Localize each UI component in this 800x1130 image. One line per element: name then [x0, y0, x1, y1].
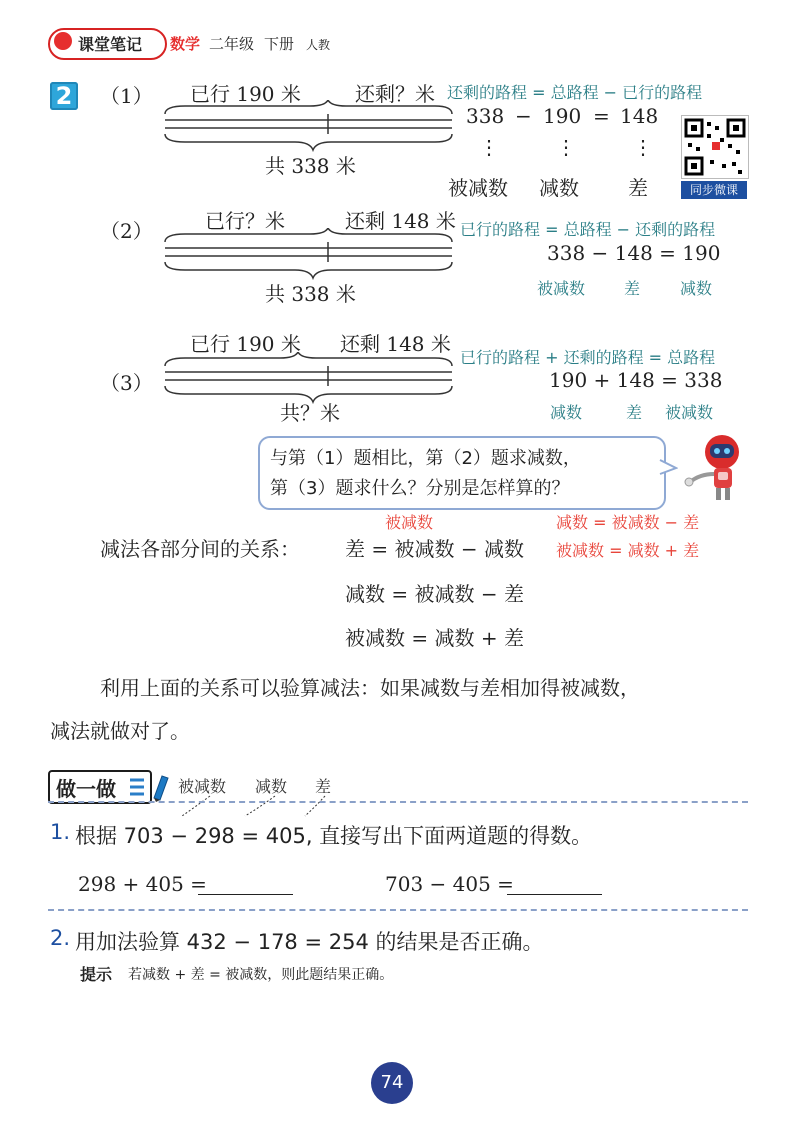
- q1-text: 根据 703 − 298 = 405, 直接写出下面两道题的得数。: [75, 824, 593, 848]
- check-text-line-2: 减法就做对了。: [50, 719, 190, 743]
- part2-label: （2）: [100, 219, 153, 243]
- relations-intro: 减法各部分间的关系：: [100, 537, 300, 561]
- part3-name-difference: 差: [626, 403, 643, 422]
- divider-1: [48, 801, 748, 803]
- book-title: 课堂笔记: [78, 35, 143, 54]
- qr-code-icon[interactable]: [681, 115, 749, 179]
- relation-difference: 差 = 被减数 − 减数: [345, 537, 524, 561]
- part1-eq-minuend: 338: [466, 104, 505, 128]
- part2-top-right: 还剩 148 米: [345, 209, 456, 233]
- part3-equation: 190 + 148 = 338: [549, 368, 723, 392]
- grade-label: 二年级: [209, 35, 255, 53]
- part2-top-left: 已行？米: [205, 209, 285, 233]
- part1-top-right: 还剩？米: [355, 82, 435, 106]
- part1-eq-difference: 148: [620, 104, 659, 128]
- check-text-line-1: 利用上面的关系可以验算减法：如果减数与差相加得被减数，: [100, 676, 640, 700]
- q2-text: 用加法验算 432 − 178 = 254 的结果是否正确。: [75, 930, 544, 954]
- q1-a-answer-blank[interactable]: [198, 876, 293, 895]
- part3-label: （3）: [100, 371, 153, 395]
- qr-label: 同步微课: [681, 181, 747, 199]
- part3-bottom: 共？米: [280, 401, 340, 425]
- part1-eq-equals: =: [593, 104, 610, 128]
- part1-name-difference: 差: [628, 176, 648, 200]
- part1-name-minuend: 被减数: [448, 176, 508, 200]
- q1-number: 1.: [50, 820, 71, 844]
- practice-note-difference: 差: [315, 777, 332, 796]
- practice-title: 做一做: [56, 777, 116, 801]
- relation-minuend: 被减数 = 减数 + 差: [345, 626, 524, 650]
- pencil-icon: [128, 772, 178, 802]
- part1-dots-2: ⋮: [556, 135, 576, 159]
- divider-2: [48, 909, 748, 911]
- bubble-line-2: 第（3）题求什么？分别是怎样算的？: [270, 478, 570, 499]
- part1-label: （1）: [100, 84, 153, 108]
- smiley-icon: [54, 32, 72, 50]
- practice-note-arrows: [180, 792, 340, 822]
- robot-mascot-icon: [680, 430, 750, 505]
- part1-dots-3: ⋮: [633, 135, 653, 159]
- volume-label: 下册: [264, 35, 295, 53]
- bubble-line-1: 与第（1）题相比，第（2）题求减数，: [270, 448, 581, 469]
- part3-note: 已行的路程 + 还剩的路程 = 总路程: [460, 348, 716, 367]
- publisher-label: 人教: [306, 38, 331, 52]
- hint-text: 若减数 + 差 = 被减数，则此题结果正确。: [128, 967, 394, 983]
- red-note-formula-1: 减数 = 被减数 − 差: [556, 513, 700, 532]
- page-number: 74: [371, 1062, 413, 1104]
- relation-subtrahend: 减数 = 被减数 − 差: [345, 582, 524, 606]
- part3-top-left: 已行 190 米: [190, 332, 301, 356]
- practice-note-subtrahend: 减数: [255, 777, 288, 796]
- red-note-minuend: 被减数: [385, 513, 434, 532]
- part1-bottom: 共 338 米: [265, 154, 356, 178]
- part3-name-subtrahend: 减数: [550, 403, 583, 422]
- part3-top-right: 还剩 148 米: [340, 332, 451, 356]
- part3-name-minuend: 被减数: [665, 403, 714, 422]
- part2-equation: 338 − 148 = 190: [547, 241, 721, 265]
- subject-label: 数学: [170, 35, 201, 53]
- part2-name-difference: 差: [624, 279, 641, 298]
- part1-name-subtrahend: 减数: [539, 176, 579, 200]
- practice-note-minuend: 被减数: [178, 777, 227, 796]
- q1-b-answer-blank[interactable]: [507, 876, 602, 895]
- part2-bottom: 共 338 米: [265, 282, 356, 306]
- hint-label: 提示: [80, 965, 113, 984]
- part1-dots-1: ⋮: [479, 135, 499, 159]
- part1-top-left: 已行 190 米: [190, 82, 301, 106]
- part1-eq-minus: −: [515, 104, 532, 128]
- bubble-tail: [658, 458, 678, 478]
- q2-number: 2.: [50, 926, 71, 950]
- q1-b-expression: 703 − 405 =: [385, 872, 514, 896]
- part2-name-minuend: 被减数: [537, 279, 586, 298]
- part2-note: 已行的路程 = 总路程 − 还剩的路程: [460, 220, 716, 239]
- part2-name-subtrahend: 减数: [680, 279, 713, 298]
- problem-number: 2: [50, 82, 78, 110]
- part1-note: 还剩的路程 = 总路程 − 已行的路程: [447, 83, 703, 102]
- q1-a-expression: 298 + 405 =: [78, 872, 207, 896]
- red-note-formula-2: 被减数 = 减数 + 差: [556, 541, 700, 560]
- part1-eq-subtrahend: 190: [543, 104, 582, 128]
